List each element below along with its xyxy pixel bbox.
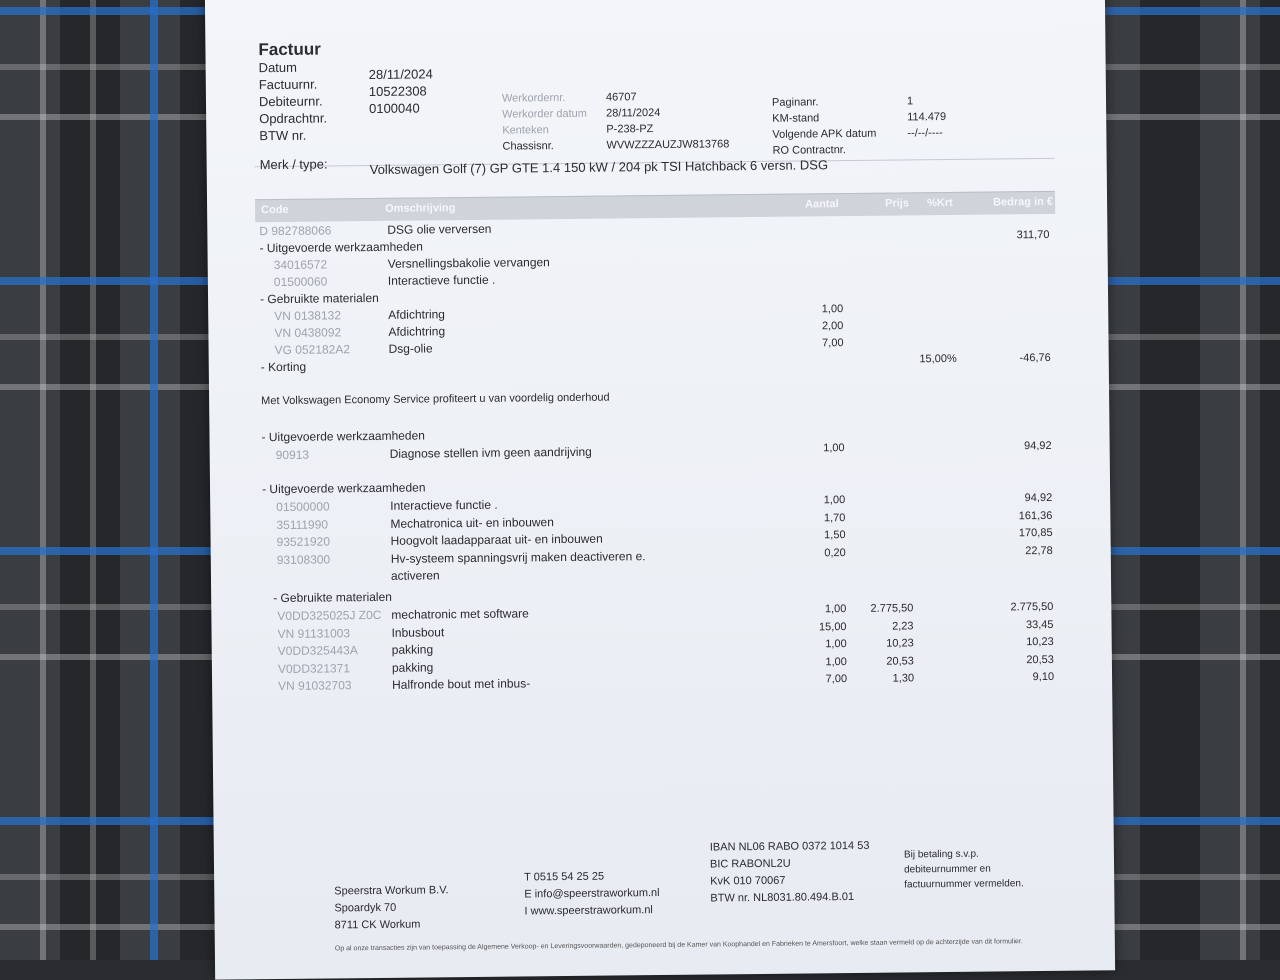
line-description: Hoogvolt laadapparaat uit- en inbouwen [390, 531, 603, 548]
contact-email: E info@speerstraworkum.nl [524, 887, 660, 901]
line-korting: 15,00% [919, 352, 957, 366]
line-description: Versnellingsbakolie vervangen [387, 255, 550, 271]
line-bedrag: 22,78 [1025, 544, 1053, 557]
line-bedrag: 311,70 [1016, 228, 1050, 242]
line-aantal: 1,00 [823, 494, 846, 507]
line-description: Diagnose stellen ivm geen aandrijving [389, 444, 592, 461]
value-factuurnr: 10522308 [368, 83, 427, 100]
line-prijs: 20,53 [886, 654, 914, 668]
value-chassisnr: WVWZZZAUZJW813768 [606, 138, 730, 152]
value-werkordernr: 46707 [605, 91, 637, 104]
label-merk-type: Merk / type: [259, 156, 328, 173]
line-code: VN 0138132 [274, 308, 342, 324]
line-description: DSG olie verversen [387, 221, 492, 237]
legal-text: Op al onze transacties zijn van toepassing de Algemene Verkoop- en Leveringsvoorwaarden, gedeponeerd bij de Kamer van Koophandel en Fabrieken te Amersfoort, welke staan vermeld op de achterzijde van dit formulier. [334, 938, 1023, 953]
line-bedrag: 170,85 [1018, 526, 1053, 540]
col-krt: %Krt [927, 196, 953, 210]
line-bedrag: 161,36 [1018, 509, 1053, 522]
line-description: Afdichtring [388, 307, 446, 322]
label-kenteken: Kenteken [502, 124, 549, 137]
section3-heading: - Uitgevoerde werkzaamheden [261, 480, 426, 497]
line-bedrag: -46,76 [1019, 351, 1051, 365]
line-code: VN 91032703 [278, 678, 352, 694]
invoice-sheet [205, 0, 1115, 980]
company-city: 8711 CK Workum [334, 918, 421, 932]
company-street: Spoardyk 70 [334, 901, 397, 915]
economy-service-note: Met Volkswagen Economy Service profiteert u van voordelig onderhoud [261, 391, 610, 408]
line-code: V0DD325025J Z0C [277, 607, 382, 624]
line-description: mechatronic met software [391, 606, 529, 622]
col-bedrag: Bedrag in € [993, 195, 1054, 209]
line-bedrag: 94,92 [1024, 439, 1052, 453]
label-opdrachtnr: Opdrachtnr. [259, 110, 328, 127]
line-aantal: 1,00 [823, 442, 845, 455]
label-werkorder-datum: Werkorder datum [502, 107, 587, 121]
col-code: Code [261, 203, 289, 217]
line-aantal: 1,00 [825, 638, 847, 651]
label-werkordernr: Werkordernr. [501, 91, 566, 105]
line-description: activeren [390, 568, 440, 583]
line-code: 01500000 [276, 499, 330, 515]
line-aantal: 1,50 [824, 529, 846, 542]
line-aantal: 1,00 [824, 603, 847, 616]
table-header [255, 191, 1055, 222]
line-code: 93108300 [276, 551, 331, 567]
line-code: 01500060 [273, 274, 328, 290]
line-code: VG 052182A2 [274, 342, 351, 358]
line-code: D 982788066 [259, 223, 332, 239]
line-description: Interactieve functie . [390, 497, 498, 513]
label-btw-nr: BTW nr. [259, 127, 307, 144]
line-aantal: 1,00 [821, 303, 844, 316]
line-description: Hv-systeem spanningsvrij maken deactiveren e. [390, 548, 646, 566]
line-description: Interactieve functie . [387, 272, 496, 288]
line-code: 35111990 [276, 516, 329, 532]
label-chassisnr: Chassisnr. [502, 140, 554, 153]
line-code: V0DD321371 [277, 660, 351, 676]
line-group: - Uitgevoerde werkzaamheden [259, 239, 424, 256]
value-kenteken: P-238-PZ [606, 123, 654, 136]
label-datum: Datum [258, 59, 298, 76]
payment-note-3: factuurnummer vermelden. [904, 878, 1024, 891]
section2-heading: - Uitgevoerde werkzaamheden [261, 428, 425, 445]
payment-note-2: debiteurnummer en [904, 863, 991, 876]
label-paginanr: Paginanr. [771, 96, 819, 109]
line-bedrag: 20,53 [1026, 653, 1054, 666]
line-prijs: 10,23 [886, 637, 914, 650]
col-aantal: Aantal [805, 198, 839, 211]
line-code: VN 0438092 [274, 325, 342, 341]
line-code: 90913 [275, 447, 310, 463]
line-description: Inbusbout [391, 624, 445, 640]
line-bedrag: 2.775,50 [1010, 600, 1054, 614]
bank-bic: BIC RABONL2U [709, 857, 791, 871]
value-paginanr: 1 [906, 95, 914, 108]
line-bedrag: 9,10 [1032, 670, 1055, 684]
line-group: - Gebruikte materialen [259, 290, 379, 307]
line-code: 93521920 [276, 534, 331, 550]
line-description: Afdichtring [388, 324, 446, 339]
line-aantal: 0,20 [824, 546, 846, 559]
bank-iban: IBAN NL06 RABO 0372 1014 53 [709, 839, 870, 854]
value-km-stand: 114.479 [907, 110, 947, 124]
section4-heading: - Gebruikte materialen [273, 589, 392, 606]
line-prijs: 2,23 [892, 619, 914, 633]
line-description: Mechatronica uit- en inbouwen [390, 514, 554, 531]
line-description: pakking [391, 642, 434, 657]
line-code: V0DD325443A [277, 643, 358, 659]
company-name: Speerstra Workum B.V. [334, 884, 449, 898]
label-factuurnr: Factuurnr. [258, 76, 318, 93]
line-aantal: 1,00 [825, 655, 847, 668]
bank-kvk: KvK 010 70067 [710, 874, 786, 888]
value-werkorder-datum: 28/11/2024 [606, 106, 661, 120]
line-description: Halfronde bout met inbus- [392, 676, 531, 692]
contact-website: I www.speerstraworkum.nl [524, 904, 653, 918]
line-prijs: 1,30 [892, 672, 915, 685]
value-apk-datum: --/--/---- [907, 127, 943, 140]
line-aantal: 7,00 [822, 337, 844, 350]
invoice-title: Factuur [258, 39, 321, 60]
label-ro-contractnr: RO Contractnr. [772, 144, 846, 157]
value-merk-type: Volkswagen Golf (7) GP GTE 1.4 150 kW / 204 pk TSI Hatchback 6 versn. DSG [369, 157, 829, 178]
label-km-stand: KM-stand [772, 112, 820, 125]
line-bedrag: 94,92 [1024, 491, 1053, 505]
label-debiteurnr: Debiteurnr. [258, 93, 323, 110]
line-aantal: 7,00 [825, 673, 848, 686]
line-description: Dsg-olie [388, 341, 433, 356]
line-aantal: 2,00 [821, 320, 844, 333]
line-bedrag: 10,23 [1026, 635, 1054, 649]
contact-phone: T 0515 54 25 25 [524, 870, 605, 884]
col-omschrijving: Omschrijving [385, 202, 456, 215]
payment-note-1: Bij betaling s.v.p. [903, 848, 979, 861]
value-datum: 28/11/2024 [368, 66, 433, 83]
line-code: VN 91131003 [277, 625, 351, 641]
line-prijs: 2.775,50 [870, 602, 914, 615]
value-debiteurnr: 0100040 [368, 100, 420, 117]
line-group: - Korting [260, 359, 307, 375]
col-prijs: Prijs [885, 197, 910, 210]
label-apk-datum: Volgende APK datum [772, 127, 877, 141]
line-aantal: 1,70 [823, 511, 846, 524]
line-bedrag: 33,45 [1025, 618, 1054, 631]
bank-btw: BTW nr. NL8031.80.494.B.01 [710, 890, 855, 905]
line-code: 34016572 [273, 257, 328, 273]
line-aantal: 15,00 [818, 620, 847, 633]
line-description: pakking [391, 659, 434, 675]
